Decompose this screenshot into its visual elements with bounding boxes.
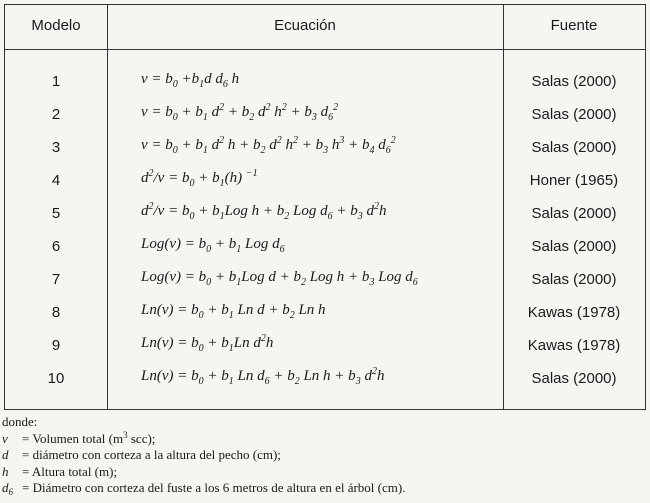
equation: $Ln(v) = b_0 + b_1$ Ln $d_6 + b_2$ Ln $h + b_3$ $d^2h$ (141, 366, 385, 387)
table-row (5, 166, 645, 198)
modelo-number: 9 (51, 337, 61, 354)
note-item (2, 431, 642, 448)
header-fuente: Fuente (550, 17, 598, 34)
modelo-number: 10 (47, 370, 65, 387)
source: Salas (2000) (531, 73, 617, 90)
source: Salas (2000) (531, 139, 617, 156)
equation: $d^2/v = b_0 + b_1Log$ $h + b_2$ Log $d_6 + b_3$ $d^2h$ (141, 201, 387, 222)
table-row (5, 199, 645, 231)
note-item (2, 480, 642, 497)
note-text: = diámetro con corteza a la altura del pecho (cm); (22, 447, 281, 462)
note-symbol: v (2, 430, 8, 446)
equation: $Ln(v) = b_0 + b_1$ Ln $d + b_2$ Ln h (141, 302, 326, 321)
table-row (5, 298, 645, 330)
table-row (5, 67, 645, 99)
header-modelo: Modelo (31, 17, 81, 34)
modelo-number: 8 (51, 304, 61, 321)
note-superscript: 3 (123, 429, 128, 440)
source: Salas (2000) (531, 106, 617, 123)
table-row (5, 364, 645, 396)
equation: $Log(v) = b_0 + b_1$ Log $d_6$ (141, 236, 285, 255)
note-text: = Diámetro con corteza del fuste a los 6 metros de altura en el árbol (cm). (22, 480, 406, 495)
modelo-number: 2 (51, 106, 61, 123)
note-item (2, 464, 642, 481)
source: Salas (2000) (531, 238, 617, 255)
note-text: = Volumen total (m (22, 430, 124, 446)
source: Honer (1965) (529, 172, 619, 189)
source: Salas (2000) (531, 370, 617, 387)
modelo-number: 7 (51, 271, 61, 288)
source: Salas (2000) (531, 205, 617, 222)
source: Salas (2000) (531, 271, 617, 288)
header-divider (5, 49, 645, 50)
note-text: = Altura total (m); (22, 463, 118, 479)
table-notes (2, 414, 642, 497)
table-row (5, 232, 645, 264)
table-row (5, 265, 645, 297)
modelo-number: 1 (51, 73, 61, 90)
modelo-number: 3 (51, 139, 61, 156)
equation: $v = b_0 + b_1$ $d^2 + b_2$ $d^2$ $h^2 + b_3$ $d_6^2$ (141, 102, 339, 123)
equation: $d^2/v = b_0 + b_1(h)$ $^{-1}$ (141, 168, 258, 189)
equation: $Ln(v) = b_0 + b_1Ln$ $d^2h$ (141, 333, 274, 354)
note-symbol: h (2, 463, 9, 479)
equations-table (4, 4, 646, 410)
note-text-end: scc); (127, 430, 156, 446)
modelo-number: 4 (51, 172, 61, 189)
table-row (5, 100, 645, 132)
equation: $v = b_0 + b_1$ $d^2$ $h + b_2$ $d^2$ $h^2 + b_3$ $h^3 + b_4$ $d_6^2$ (141, 135, 396, 156)
table-row (5, 133, 645, 165)
source: Kawas (1978) (527, 304, 621, 321)
table-row (5, 331, 645, 363)
note-item (2, 447, 642, 464)
equation: $v = b_0 +b_1d$ $d_6$ h (141, 71, 240, 90)
note-symbol: $d_6$ (2, 480, 13, 497)
equation: $Log(v) = b_0 + b_1Log$ $d + b_2$ Log $h + b_3$ Log $d_6$ (141, 269, 418, 288)
source: Kawas (1978) (527, 337, 621, 354)
notes-intro: donde: (2, 414, 38, 429)
header-ecuacion: Ecuación (274, 17, 336, 34)
modelo-number: 6 (51, 238, 61, 255)
modelo-number: 5 (51, 205, 61, 222)
note-symbol: d (2, 447, 9, 462)
